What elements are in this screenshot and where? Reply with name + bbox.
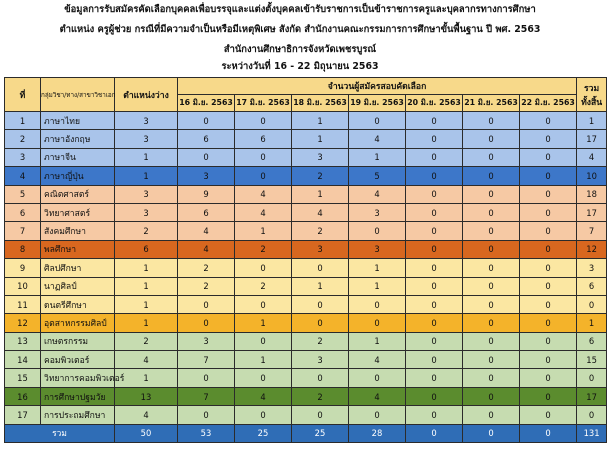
row-day-count: 0 <box>463 277 520 295</box>
row-day-count: 6 <box>178 130 235 148</box>
row-day-count: 4 <box>349 351 406 369</box>
row-day-count: 2 <box>235 277 292 295</box>
row-number: 3 <box>5 148 41 166</box>
row-day-count: 4 <box>292 203 349 221</box>
row-positions: 1 <box>115 369 178 387</box>
col-header-applicants: จำนวนผู้สมัครสอบคัดเลือก <box>178 78 577 95</box>
row-day-count: 0 <box>178 406 235 424</box>
row-subject: อุตสาหกรรมศิลป์ <box>41 314 115 332</box>
row-day-count: 0 <box>406 222 463 240</box>
row-day-count: 0 <box>178 295 235 313</box>
row-day-count: 0 <box>178 112 235 130</box>
row-subject: คอมพิวเตอร์ <box>41 351 115 369</box>
row-subject: สังคมศึกษา <box>41 222 115 240</box>
table-row <box>5 112 607 130</box>
row-day-count: 0 <box>520 203 577 221</box>
row-positions: 1 <box>115 314 178 332</box>
row-day-count: 5 <box>349 167 406 185</box>
row-total: 0 <box>577 369 607 387</box>
table-row <box>5 240 607 258</box>
col-header-day: 18 มิ.ย. 2563 <box>292 95 349 112</box>
table-row <box>5 203 607 221</box>
row-day-count: 3 <box>292 240 349 258</box>
row-day-count: 1 <box>235 314 292 332</box>
row-positions: 1 <box>115 167 178 185</box>
row-subject: การประถมศึกษา <box>41 406 115 424</box>
row-day-count: 7 <box>178 351 235 369</box>
table-body <box>5 112 607 443</box>
row-positions: 1 <box>115 259 178 277</box>
row-day-count: 0 <box>463 387 520 405</box>
row-day-count: 0 <box>463 332 520 350</box>
row-day-count: 0 <box>406 203 463 221</box>
row-day-count: 1 <box>292 277 349 295</box>
row-day-count: 4 <box>178 240 235 258</box>
row-day-count: 0 <box>520 259 577 277</box>
row-total: 6 <box>577 277 607 295</box>
table-row <box>5 406 607 424</box>
row-day-count: 0 <box>463 406 520 424</box>
row-day-count: 2 <box>178 259 235 277</box>
row-total: 18 <box>577 185 607 203</box>
total-day-count: 0 <box>406 424 463 442</box>
row-day-count: 0 <box>463 295 520 313</box>
row-subject: คณิตศาสตร์ <box>41 185 115 203</box>
row-subject: พลศึกษา <box>41 240 115 258</box>
col-header-total-line2: ทั้งสิ้น <box>581 97 603 108</box>
row-positions: 3 <box>115 203 178 221</box>
table-row <box>5 222 607 240</box>
row-day-count: 1 <box>349 332 406 350</box>
col-header-total-line1: รวม <box>584 83 600 94</box>
row-subject: นาฏศิลป์ <box>41 277 115 295</box>
row-day-count: 0 <box>349 112 406 130</box>
row-day-count: 0 <box>463 240 520 258</box>
table-row <box>5 167 607 185</box>
row-day-count: 6 <box>178 203 235 221</box>
row-day-count: 0 <box>406 369 463 387</box>
row-total: 6 <box>577 332 607 350</box>
row-total: 17 <box>577 387 607 405</box>
row-day-count: 0 <box>520 240 577 258</box>
row-day-count: 0 <box>292 259 349 277</box>
total-day-count: 28 <box>349 424 406 442</box>
row-day-count: 1 <box>292 112 349 130</box>
row-day-count: 1 <box>349 277 406 295</box>
row-day-count: 0 <box>349 314 406 332</box>
row-number: 14 <box>5 351 41 369</box>
row-day-count: 3 <box>178 167 235 185</box>
row-number: 16 <box>5 387 41 405</box>
row-day-count: 0 <box>406 259 463 277</box>
col-header-no: ที่ <box>5 78 41 112</box>
row-day-count: 0 <box>406 277 463 295</box>
row-day-count: 0 <box>406 332 463 350</box>
row-day-count: 4 <box>178 222 235 240</box>
row-number: 12 <box>5 314 41 332</box>
table-row <box>5 332 607 350</box>
row-day-count: 9 <box>178 185 235 203</box>
row-subject: ภาษาไทย <box>41 112 115 130</box>
row-total: 0 <box>577 295 607 313</box>
row-subject: ศิลปศึกษา <box>41 259 115 277</box>
row-day-count: 0 <box>520 277 577 295</box>
row-day-count: 0 <box>463 167 520 185</box>
table-row <box>5 314 607 332</box>
row-day-count: 0 <box>406 130 463 148</box>
row-day-count: 0 <box>463 351 520 369</box>
row-day-count: 0 <box>520 351 577 369</box>
row-day-count: 0 <box>406 167 463 185</box>
row-day-count: 2 <box>292 332 349 350</box>
grand-total: 131 <box>577 424 607 442</box>
row-number: 6 <box>5 203 41 221</box>
row-day-count: 0 <box>520 369 577 387</box>
row-number: 5 <box>5 185 41 203</box>
row-day-count: 4 <box>349 387 406 405</box>
row-day-count: 0 <box>520 314 577 332</box>
col-header-subject: กลุ่มวิชา/ทาง/สาขาวิชาเอก <box>41 78 115 112</box>
row-day-count: 0 <box>406 387 463 405</box>
row-number: 7 <box>5 222 41 240</box>
row-number: 11 <box>5 295 41 313</box>
row-day-count: 0 <box>235 148 292 166</box>
col-header-day: 22 มิ.ย. 2563 <box>520 95 577 112</box>
row-day-count: 0 <box>235 112 292 130</box>
col-header-positions: ตำแหน่งว่าง <box>115 78 178 112</box>
row-day-count: 0 <box>463 148 520 166</box>
table-total-row <box>5 424 607 442</box>
row-positions: 3 <box>115 112 178 130</box>
row-day-count: 0 <box>178 369 235 387</box>
row-total: 12 <box>577 240 607 258</box>
row-subject: ดนตรีศึกษา <box>41 295 115 313</box>
row-day-count: 4 <box>235 203 292 221</box>
row-number: 10 <box>5 277 41 295</box>
table-row <box>5 148 607 166</box>
row-day-count: 1 <box>349 259 406 277</box>
table-row <box>5 387 607 405</box>
row-day-count: 0 <box>520 167 577 185</box>
table-row <box>5 185 607 203</box>
row-day-count: 1 <box>235 222 292 240</box>
row-day-count: 3 <box>349 240 406 258</box>
row-day-count: 2 <box>292 222 349 240</box>
row-day-count: 0 <box>520 387 577 405</box>
row-day-count: 1 <box>292 185 349 203</box>
applicants-table <box>4 77 607 443</box>
row-day-count: 2 <box>292 387 349 405</box>
row-number: 2 <box>5 130 41 148</box>
total-day-count: 0 <box>463 424 520 442</box>
row-day-count: 0 <box>349 295 406 313</box>
row-subject: การศึกษาปฐมวัย <box>41 387 115 405</box>
col-header-day: 19 มิ.ย. 2563 <box>349 95 406 112</box>
row-day-count: 0 <box>406 112 463 130</box>
row-day-count: 0 <box>349 406 406 424</box>
total-day-count: 25 <box>292 424 349 442</box>
row-day-count: 0 <box>349 222 406 240</box>
row-positions: 4 <box>115 406 178 424</box>
row-total: 17 <box>577 203 607 221</box>
table-row <box>5 351 607 369</box>
row-positions: 1 <box>115 148 178 166</box>
row-day-count: 0 <box>463 130 520 148</box>
row-number: 4 <box>5 167 41 185</box>
total-day-count: 53 <box>178 424 235 442</box>
row-day-count: 0 <box>520 295 577 313</box>
row-day-count: 0 <box>520 332 577 350</box>
row-positions: 13 <box>115 387 178 405</box>
row-day-count: 2 <box>178 277 235 295</box>
row-day-count: 0 <box>463 112 520 130</box>
row-day-count: 2 <box>292 167 349 185</box>
row-day-count: 0 <box>292 295 349 313</box>
row-day-count: 0 <box>406 148 463 166</box>
row-day-count: 0 <box>463 203 520 221</box>
row-positions: 2 <box>115 332 178 350</box>
row-total: 7 <box>577 222 607 240</box>
total-day-count: 0 <box>520 424 577 442</box>
row-day-count: 4 <box>349 185 406 203</box>
row-day-count: 0 <box>520 406 577 424</box>
col-header-day: 16 มิ.ย. 2563 <box>178 95 235 112</box>
row-day-count: 0 <box>463 222 520 240</box>
row-number: 15 <box>5 369 41 387</box>
row-number: 8 <box>5 240 41 258</box>
total-day-count: 25 <box>235 424 292 442</box>
row-day-count: 6 <box>235 130 292 148</box>
table-row <box>5 295 607 313</box>
row-total: 15 <box>577 351 607 369</box>
report-date-range: ระหว่างวันที่ 16 - 22 มิถุนายน 2563 <box>221 61 379 72</box>
row-number: 1 <box>5 112 41 130</box>
col-header-total <box>577 78 607 112</box>
row-day-count: 0 <box>520 148 577 166</box>
row-day-count: 0 <box>520 130 577 148</box>
row-subject: เกษตรกรรม <box>41 332 115 350</box>
row-day-count: 0 <box>463 259 520 277</box>
row-total: 1 <box>577 112 607 130</box>
report-office: สำนักงานศึกษาธิการจังหวัดเพชรบูรณ์ <box>223 44 377 55</box>
report-title: ข้อมูลการรับสมัครคัดเลือกบุคคลเพื่อบรรจุและแต่งตั้งบุคคลเข้ารับราชการเป็นข้าราชการครูและบุคลากรทางการศึกษา <box>64 4 536 15</box>
row-day-count: 0 <box>463 185 520 203</box>
row-day-count: 0 <box>235 369 292 387</box>
row-subject: ภาษาจีน <box>41 148 115 166</box>
row-day-count: 0 <box>349 369 406 387</box>
row-day-count: 1 <box>235 351 292 369</box>
row-day-count: 0 <box>292 314 349 332</box>
row-day-count: 4 <box>349 130 406 148</box>
row-day-count: 1 <box>292 130 349 148</box>
row-day-count: 0 <box>406 351 463 369</box>
row-day-count: 0 <box>520 112 577 130</box>
row-day-count: 4 <box>235 387 292 405</box>
row-positions: 3 <box>115 130 178 148</box>
row-positions: 1 <box>115 277 178 295</box>
report-subtitle: ตำแหน่ง ครูผู้ช่วย กรณีที่มีความจำเป็นหรือมีเหตุพิเศษ สังกัด สำนักงานคณะกรรมการการศึกษาขั้นพื้นฐาน ปี พศ. 2563 <box>59 24 541 35</box>
row-number: 9 <box>5 259 41 277</box>
row-day-count: 3 <box>292 148 349 166</box>
row-day-count: 0 <box>235 295 292 313</box>
row-day-count: 0 <box>406 295 463 313</box>
table-row <box>5 259 607 277</box>
row-day-count: 0 <box>520 222 577 240</box>
row-day-count: 0 <box>292 369 349 387</box>
row-number: 13 <box>5 332 41 350</box>
total-positions: 50 <box>115 424 178 442</box>
row-day-count: 0 <box>463 369 520 387</box>
row-total: 10 <box>577 167 607 185</box>
row-total: 0 <box>577 406 607 424</box>
row-day-count: 0 <box>406 240 463 258</box>
row-day-count: 0 <box>463 314 520 332</box>
row-positions: 3 <box>115 185 178 203</box>
col-header-day: 21 มิ.ย. 2563 <box>463 95 520 112</box>
table-row <box>5 277 607 295</box>
row-total: 17 <box>577 130 607 148</box>
row-day-count: 0 <box>292 406 349 424</box>
row-subject: วิทยาการคอมพิวเตอร์ <box>41 369 115 387</box>
row-day-count: 4 <box>235 185 292 203</box>
row-day-count: 0 <box>406 314 463 332</box>
row-subject: วิทยาศาสตร์ <box>41 203 115 221</box>
table-row <box>5 130 607 148</box>
row-day-count: 0 <box>235 332 292 350</box>
row-day-count: 0 <box>235 406 292 424</box>
col-header-day: 20 มิ.ย. 2563 <box>406 95 463 112</box>
row-day-count: 0 <box>520 185 577 203</box>
row-day-count: 0 <box>406 406 463 424</box>
total-label: รวม <box>5 424 115 442</box>
row-positions: 2 <box>115 222 178 240</box>
row-day-count: 0 <box>178 148 235 166</box>
row-positions: 1 <box>115 295 178 313</box>
row-positions: 6 <box>115 240 178 258</box>
row-day-count: 0 <box>235 167 292 185</box>
row-number: 17 <box>5 406 41 424</box>
row-positions: 4 <box>115 351 178 369</box>
table-row <box>5 369 607 387</box>
row-day-count: 3 <box>178 332 235 350</box>
row-day-count: 2 <box>235 240 292 258</box>
row-day-count: 1 <box>349 148 406 166</box>
row-day-count: 0 <box>178 314 235 332</box>
col-header-day: 17 มิ.ย. 2563 <box>235 95 292 112</box>
row-total: 3 <box>577 259 607 277</box>
row-day-count: 0 <box>406 185 463 203</box>
row-total: 1 <box>577 314 607 332</box>
row-subject: ภาษาอังกฤษ <box>41 130 115 148</box>
row-day-count: 3 <box>292 351 349 369</box>
row-day-count: 0 <box>235 259 292 277</box>
row-day-count: 7 <box>178 387 235 405</box>
row-total: 4 <box>577 148 607 166</box>
row-subject: ภาษาญี่ปุ่น <box>41 167 115 185</box>
report-header <box>0 0 600 74</box>
row-day-count: 3 <box>349 203 406 221</box>
